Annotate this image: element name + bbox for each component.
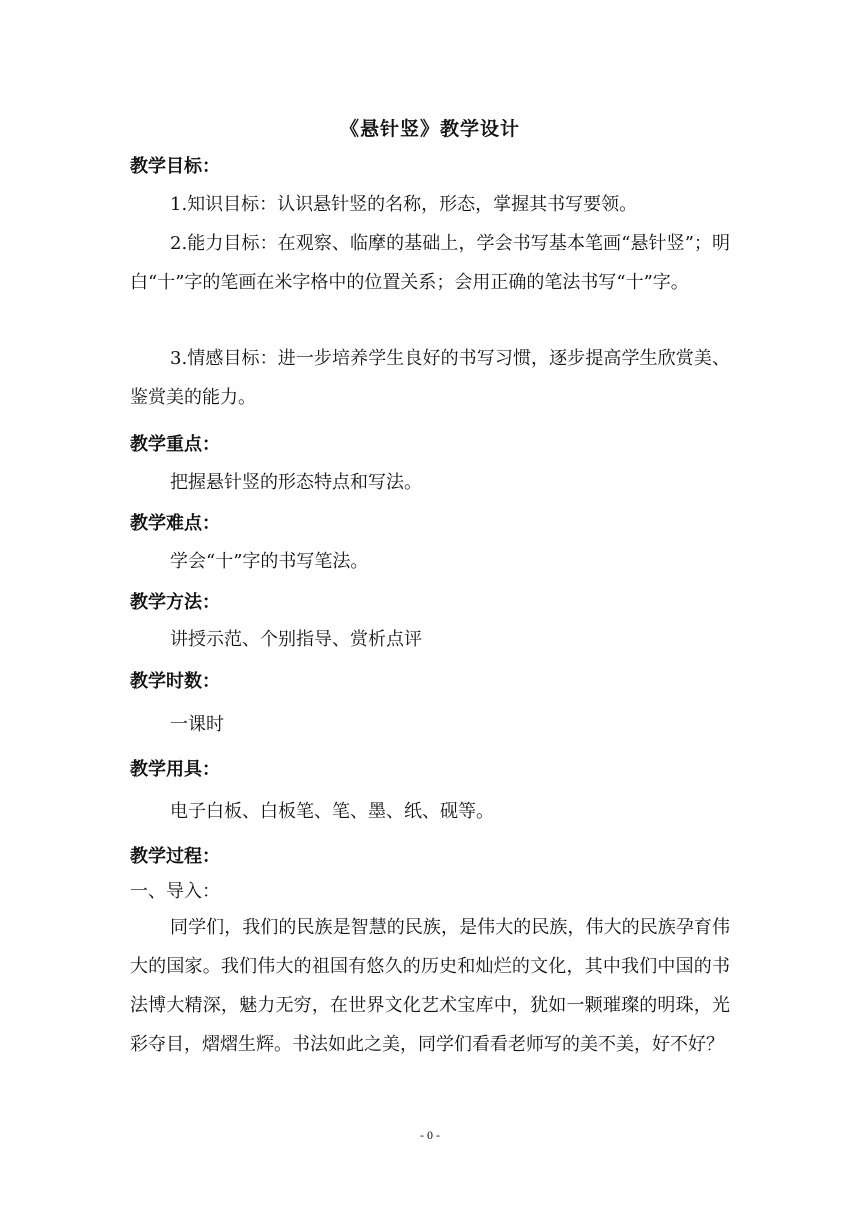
methods-text: 讲授示范、个别指导、赏析点评 xyxy=(170,629,422,650)
difficulties-heading: 教学难点： xyxy=(130,513,220,534)
section-intro-heading: 一、导入： xyxy=(130,881,220,902)
difficulties-text: 学会“十”字的书写笔法。 xyxy=(170,551,369,572)
objective-knowledge: 1.知识目标：认识悬针竖的名称，形态，掌握其书写要领。 xyxy=(170,194,638,215)
tools-heading: 教学用具： xyxy=(130,759,220,780)
process-heading: 教学过程： xyxy=(130,846,220,867)
document-title: 《悬针竖》教学设计 xyxy=(339,118,520,140)
objective-ability: 2.能力目标：在观察、临摩的基础上，学会书写基本笔画“悬针竖”；明白“十”字的笔画在米字格中的位置关系；会用正确的笔法书写“十”字。 xyxy=(130,233,730,293)
page-number: - 0 - xyxy=(420,1128,440,1142)
key-points-heading: 教学重点： xyxy=(130,434,220,455)
hours-heading: 教学时数： xyxy=(130,671,220,692)
key-points-text: 把握悬针竖的形态特点和写法。 xyxy=(170,472,422,493)
section-intro-text: 同学们，我们的民族是智慧的民族，是伟大的民族，伟大的民族孕育伟大的国家。我们伟大的祖国有悠久的历史和灿烂的文化，其中我们中国的书法博大精深，魅力无穷，在世界文化艺术宝库中，犹如一颗璀璨的明珠，光彩夺目，熠熠生辉。书法如此之美，同学们看看老师写的美不美，好不好？ xyxy=(130,917,730,1055)
methods-heading: 教学方法： xyxy=(130,592,220,613)
tools-text: 电子白板、白板笔、笔、墨、纸、砚等。 xyxy=(170,801,494,822)
hours-text: 一课时 xyxy=(170,714,224,735)
objective-emotion: 3.情感目标：进一步培养学生良好的书写习惯，逐步提高学生欣赏美、鉴赏美的能力。 xyxy=(130,348,730,408)
objectives-heading: 教学目标： xyxy=(130,156,220,177)
